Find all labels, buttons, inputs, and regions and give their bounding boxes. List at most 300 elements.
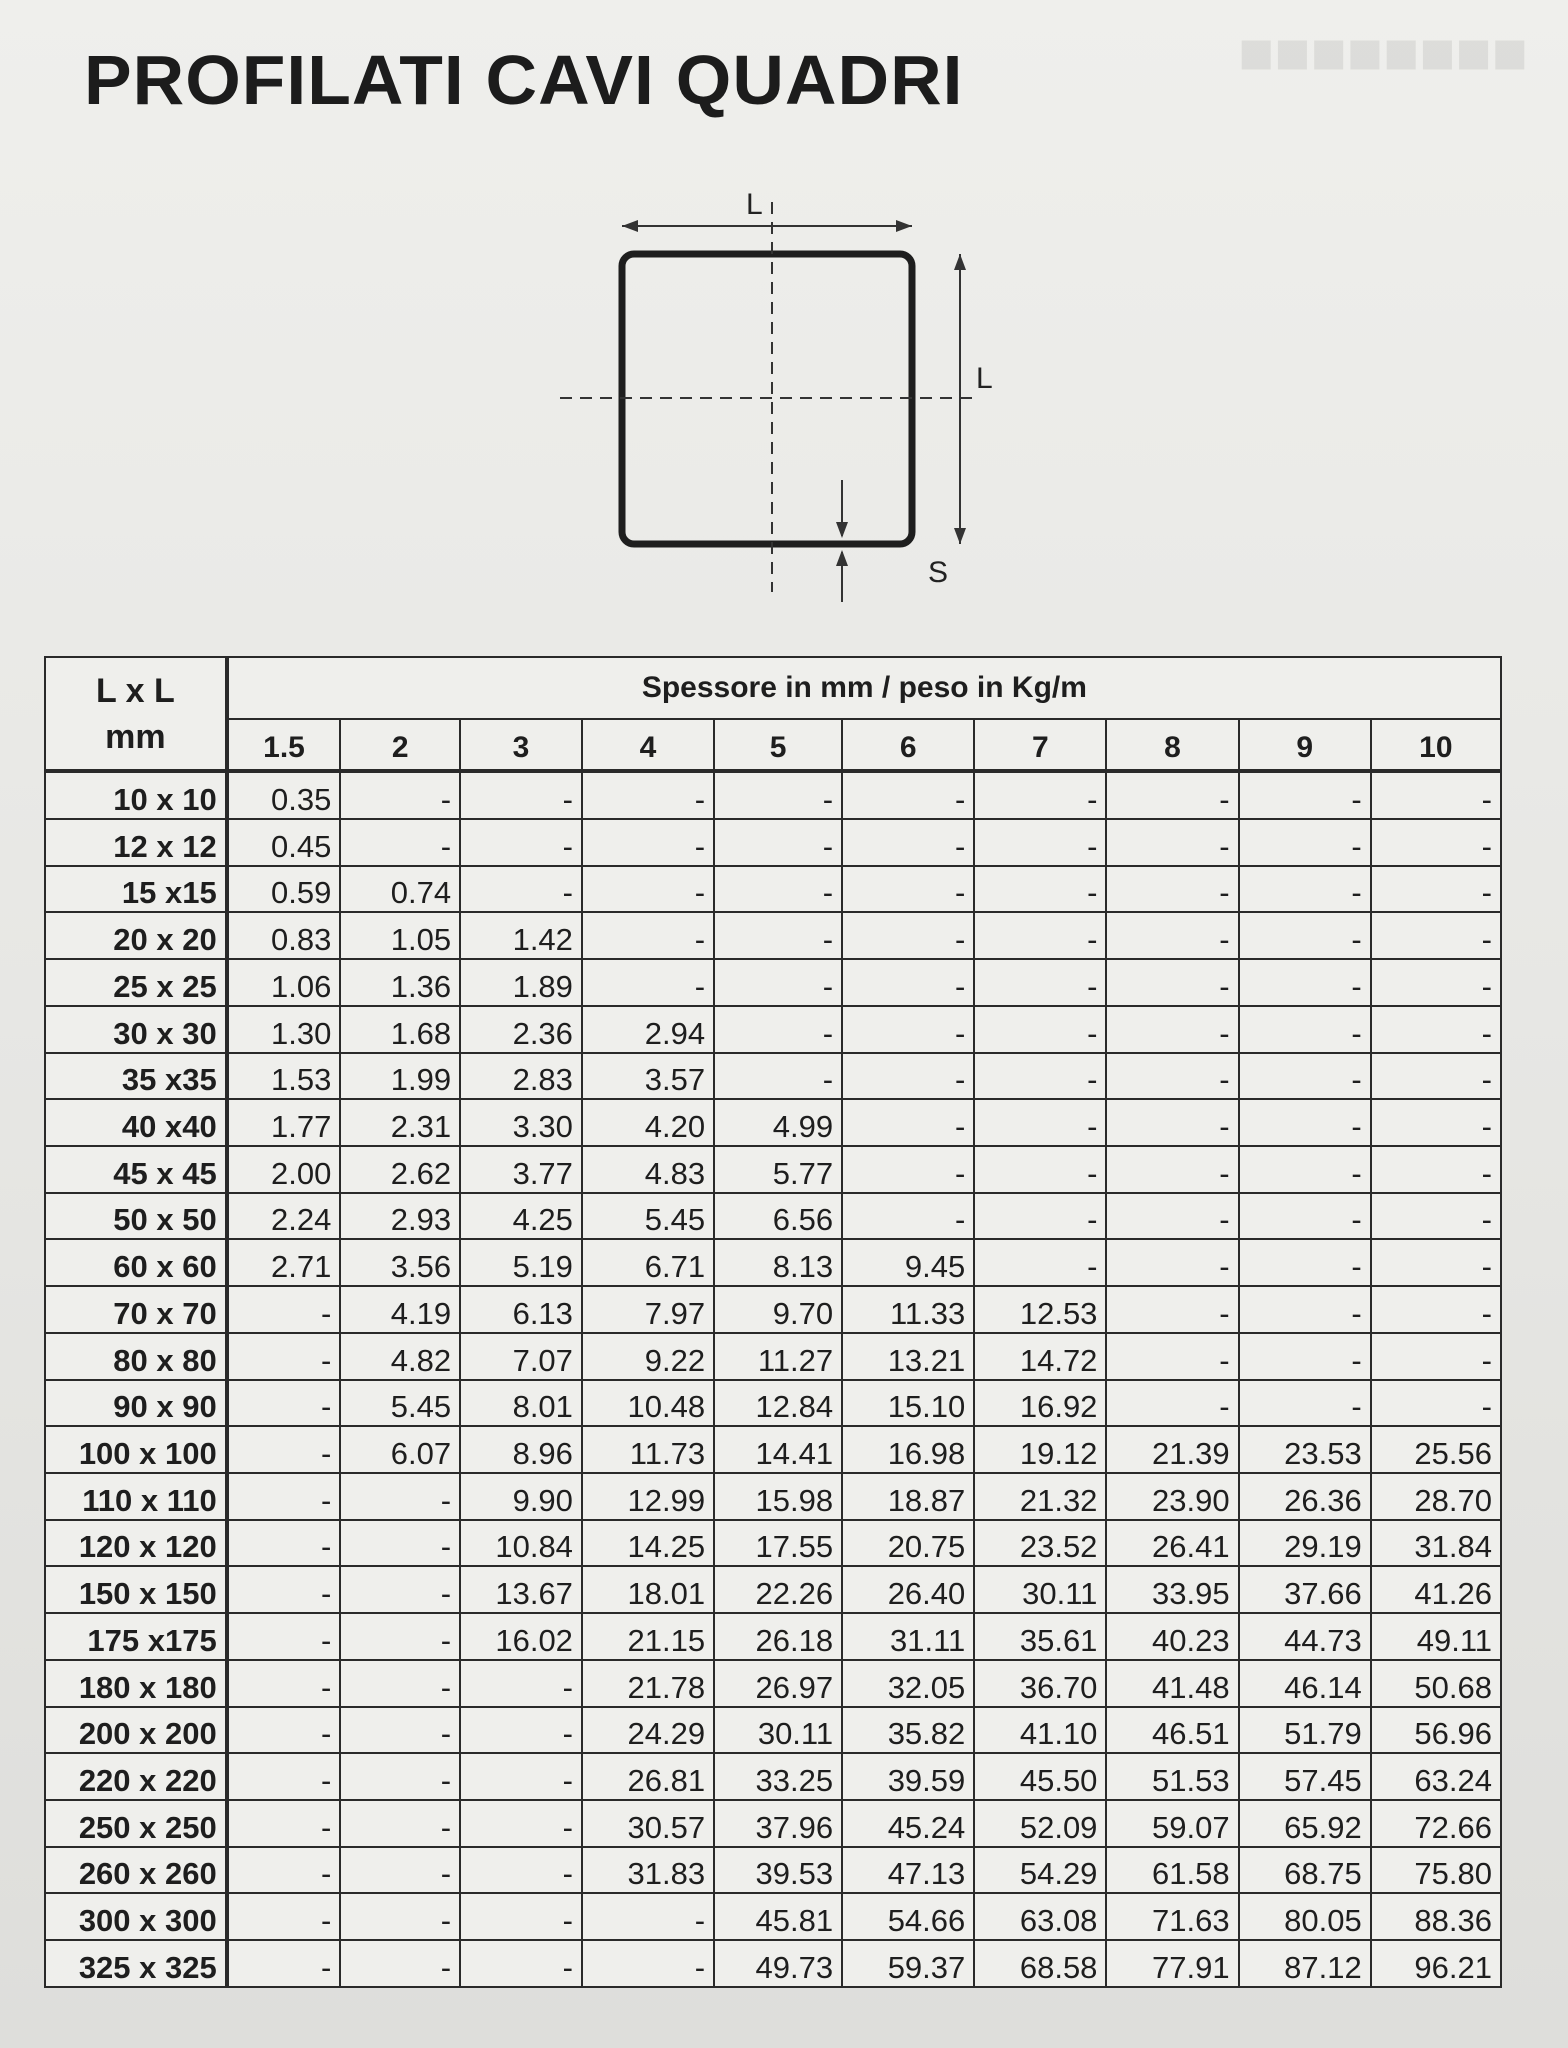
weight-cell: 19.12 [974,1426,1106,1473]
weight-cell: - [227,1473,341,1520]
weight-cell: 33.95 [1106,1566,1238,1613]
weight-cell: - [842,1146,974,1193]
weight-cell: - [974,1239,1106,1286]
weight-cell: - [227,1333,341,1380]
table-row [45,1660,1501,1707]
weight-cell: 31.84 [1371,1520,1501,1567]
weight-cell: 68.58 [974,1940,1106,1987]
weight-cell: 31.83 [582,1847,714,1894]
thickness-arrow-down-icon [836,522,848,538]
arrow-left-icon [622,220,638,232]
weight-cell: 77.91 [1106,1940,1238,1987]
weight-cell: 6.07 [340,1426,460,1473]
weight-cell: - [974,1099,1106,1146]
weight-cell: 2.00 [227,1146,341,1193]
weight-cell: - [1106,1193,1238,1240]
weight-cell: 14.25 [582,1520,714,1567]
weight-cell: 1.05 [340,912,460,959]
weight-cell: - [1239,819,1371,866]
weight-cell: 0.35 [227,771,341,819]
arrow-up-icon [954,254,966,270]
table-row [45,819,1501,866]
table-row [45,1239,1501,1286]
weight-cell: - [1106,912,1238,959]
weight-cell: 75.80 [1371,1847,1501,1894]
weight-cell: 26.41 [1106,1520,1238,1567]
weight-cell: 8.96 [460,1426,582,1473]
weight-cell: - [1239,1099,1371,1146]
weight-cell: 51.79 [1239,1707,1371,1754]
weight-cell: - [1239,866,1371,913]
weight-cell: - [460,866,582,913]
weight-cell: - [842,771,974,819]
weight-cell: 41.48 [1106,1660,1238,1707]
thickness-column-header: 3 [460,719,582,771]
weight-cell: - [714,1006,842,1053]
arrow-right-icon [896,220,912,232]
weight-cell: - [460,1753,582,1800]
weight-cell: 5.77 [714,1146,842,1193]
weight-cell: 50.68 [1371,1660,1501,1707]
weight-cell: - [1371,771,1501,819]
weight-cell: 57.45 [1239,1753,1371,1800]
row-dimension-label: 150 x 150 [45,1566,227,1613]
row-dimension-label: 12 x 12 [45,819,227,866]
weight-cell: - [714,1053,842,1100]
weight-cell: - [1371,1146,1501,1193]
table-row [45,1940,1501,1987]
weight-cell: - [1371,912,1501,959]
weight-cell: - [460,771,582,819]
weight-cell: 30.11 [974,1566,1106,1613]
weight-cell: - [460,1940,582,1987]
weight-cell: - [340,1847,460,1894]
weight-cell: - [842,959,974,1006]
table-body [45,771,1501,1987]
weight-cell: - [1106,1053,1238,1100]
table-row [45,1006,1501,1053]
weight-cell: 26.97 [714,1660,842,1707]
weight-cell: 26.81 [582,1753,714,1800]
weight-cell: - [1371,1333,1501,1380]
row-dimension-label: 20 x 20 [45,912,227,959]
weight-cell: 45.81 [714,1893,842,1940]
weight-cell: - [842,1006,974,1053]
weight-cell: 15.10 [842,1380,974,1427]
table-row [45,1566,1501,1613]
weight-cell: - [460,819,582,866]
weight-cell: - [1106,819,1238,866]
weight-cell: 2.83 [460,1053,582,1100]
row-dimension-label: 110 x 110 [45,1473,227,1520]
weight-cell: - [340,1613,460,1660]
weight-cell: 1.06 [227,959,341,1006]
weight-cell: 30.57 [582,1800,714,1847]
weight-cell: - [714,912,842,959]
section-diagram [540,190,1000,610]
weight-cell: 23.52 [974,1520,1106,1567]
weight-cell: - [974,866,1106,913]
weight-cell: - [227,1847,341,1894]
weight-cell: 37.96 [714,1800,842,1847]
weight-cell: - [460,1847,582,1894]
weight-cell: 2.93 [340,1193,460,1240]
weight-cell: - [1371,959,1501,1006]
weight-cell: 44.73 [1239,1613,1371,1660]
weight-cell: - [1371,1380,1501,1427]
row-dimension-label: 35 x35 [45,1053,227,1100]
row-dimension-label: 260 x 260 [45,1847,227,1894]
page-title: PROFILATI CAVI QUADRI [84,41,964,119]
row-dimension-label: 45 x 45 [45,1146,227,1193]
weight-cell: 37.66 [1239,1566,1371,1613]
weight-cell: 1.99 [340,1053,460,1100]
weight-cell: - [227,1893,341,1940]
weight-cell: 4.99 [714,1099,842,1146]
weight-cell: - [1106,1239,1238,1286]
table-row [45,1193,1501,1240]
weight-cell: - [227,1426,341,1473]
row-dimension-label: 325 x 325 [45,1940,227,1987]
weight-cell: - [1239,1286,1371,1333]
weight-cell: 47.13 [842,1847,974,1894]
weight-cell: 9.90 [460,1473,582,1520]
weight-cell: 23.90 [1106,1473,1238,1520]
corner-label-unit: mm [105,717,166,756]
weight-cell: - [340,1473,460,1520]
weight-cell: - [582,866,714,913]
weight-cell: 16.92 [974,1380,1106,1427]
table-row [45,1707,1501,1754]
weight-cell: - [340,1753,460,1800]
weight-cell: - [1239,1333,1371,1380]
weight-cell: 46.14 [1239,1660,1371,1707]
weight-cell: 22.26 [714,1566,842,1613]
thickness-column-header: 9 [1239,719,1371,771]
table-row [45,1380,1501,1427]
table-row [45,1753,1501,1800]
weight-cell: - [1239,1146,1371,1193]
weight-cell: 54.66 [842,1893,974,1940]
table-row [45,1893,1501,1940]
weight-cell: 49.73 [714,1940,842,1987]
thickness-columns-row [45,719,1501,771]
weight-cell: - [582,959,714,1006]
weight-cell: - [1371,1193,1501,1240]
weight-cell: 46.51 [1106,1707,1238,1754]
table-row [45,866,1501,913]
weight-cell: - [974,912,1106,959]
weight-cell: 18.01 [582,1566,714,1613]
row-dimension-label: 50 x 50 [45,1193,227,1240]
weight-cell: 26.36 [1239,1473,1371,1520]
row-dimension-label: 40 x40 [45,1099,227,1146]
weight-cell: 59.37 [842,1940,974,1987]
table-row [45,1473,1501,1520]
row-dimension-label: 15 x15 [45,866,227,913]
weight-cell: - [714,866,842,913]
weight-cell: 0.45 [227,819,341,866]
weight-cell: 6.13 [460,1286,582,1333]
weight-cell: 21.32 [974,1473,1106,1520]
weight-cell: - [340,819,460,866]
weight-cell: 96.21 [1371,1940,1501,1987]
weight-cell: 3.77 [460,1146,582,1193]
weight-cell: 33.25 [714,1753,842,1800]
weight-cell: 1.53 [227,1053,341,1100]
weight-cell: 5.45 [340,1380,460,1427]
weight-cell: 5.45 [582,1193,714,1240]
row-dimension-label: 10 x 10 [45,771,227,819]
weight-cell: 4.20 [582,1099,714,1146]
weight-cell: 8.13 [714,1239,842,1286]
table-row [45,1146,1501,1193]
weight-cell: 45.50 [974,1753,1106,1800]
weight-cell: 1.89 [460,959,582,1006]
thickness-column-header: 8 [1106,719,1238,771]
weight-cell: - [1106,1006,1238,1053]
weight-cell: 12.53 [974,1286,1106,1333]
weight-cell: - [227,1286,341,1333]
weight-cell: - [714,819,842,866]
arrow-down-icon [954,528,966,544]
weight-cell: - [227,1940,341,1987]
weight-cell: 32.05 [842,1660,974,1707]
weight-cell: 3.30 [460,1099,582,1146]
weight-cell: 4.25 [460,1193,582,1240]
weight-cell: 5.19 [460,1239,582,1286]
weight-cell: - [460,1893,582,1940]
weight-cell: 9.70 [714,1286,842,1333]
table-row [45,1520,1501,1567]
weight-cell: 9.22 [582,1333,714,1380]
weight-cell: - [340,1520,460,1567]
weight-cell: 2.94 [582,1006,714,1053]
weight-cell: 49.11 [1371,1613,1501,1660]
weight-cell: 13.21 [842,1333,974,1380]
weight-cell: - [1106,771,1238,819]
weight-cell: - [1106,1146,1238,1193]
weight-cell: 0.59 [227,866,341,913]
table-row [45,1099,1501,1146]
weight-cell: - [582,1893,714,1940]
table-row [45,1800,1501,1847]
weight-cell: 2.62 [340,1146,460,1193]
weight-cell: 15.98 [714,1473,842,1520]
weight-cell: 2.36 [460,1006,582,1053]
weight-cell: 21.15 [582,1613,714,1660]
weight-cell: 12.99 [582,1473,714,1520]
weight-cell: 11.73 [582,1426,714,1473]
weight-cell: 9.45 [842,1239,974,1286]
weight-cell: - [1239,912,1371,959]
weight-cell: - [340,1940,460,1987]
weight-cell: - [842,1099,974,1146]
weight-cell: - [340,1800,460,1847]
row-dimension-label: 120 x 120 [45,1520,227,1567]
weight-cell: - [1106,1099,1238,1146]
corner-label-size: L x L [96,671,175,710]
thickness-weight-header: Spessore in mm / peso in Kg/m [227,657,1501,719]
weight-cell: 41.26 [1371,1566,1501,1613]
weight-cell: - [227,1613,341,1660]
weight-cell: 36.70 [974,1660,1106,1707]
weight-cell: - [460,1660,582,1707]
thickness-column-header: 7 [974,719,1106,771]
weight-cell: 26.40 [842,1566,974,1613]
weight-cell: 8.01 [460,1380,582,1427]
weight-cell: - [227,1380,341,1427]
weight-cell: - [1239,1006,1371,1053]
weight-cell: - [227,1707,341,1754]
table-row [45,1286,1501,1333]
weight-cell: - [582,912,714,959]
weight-cell: 13.67 [460,1566,582,1613]
weight-cell: 31.11 [842,1613,974,1660]
weight-cell: 20.75 [842,1520,974,1567]
weight-cell: 21.39 [1106,1426,1238,1473]
weight-cell: - [1239,1380,1371,1427]
table-row [45,1847,1501,1894]
row-dimension-label: 100 x 100 [45,1426,227,1473]
thickness-column-header: 5 [714,719,842,771]
weight-cell: - [1239,1193,1371,1240]
weight-cell: 30.11 [714,1707,842,1754]
weight-cell: 18.87 [842,1473,974,1520]
weight-cell: 3.57 [582,1053,714,1100]
thickness-column-header: 6 [842,719,974,771]
weight-cell: - [227,1660,341,1707]
row-dimension-label: 200 x 200 [45,1707,227,1754]
weight-cell: 17.55 [714,1520,842,1567]
weight-cell: 11.33 [842,1286,974,1333]
weight-cell: 1.36 [340,959,460,1006]
dimension-column-header [45,657,227,771]
weight-cell: 45.24 [842,1800,974,1847]
weight-cell: - [1371,1239,1501,1286]
weight-cell: - [1371,866,1501,913]
weight-cell: - [1106,866,1238,913]
row-dimension-label: 90 x 90 [45,1380,227,1427]
label-l-top: L [746,190,763,221]
weight-cell: 29.19 [1239,1520,1371,1567]
weight-cell: 4.82 [340,1333,460,1380]
row-dimension-label: 175 x175 [45,1613,227,1660]
weight-cell: 2.24 [227,1193,341,1240]
table-row [45,1333,1501,1380]
weight-table [44,656,1502,1988]
weight-cell: - [460,1800,582,1847]
weight-cell: 16.98 [842,1426,974,1473]
weight-cell: 0.74 [340,866,460,913]
weight-cell: 28.70 [1371,1473,1501,1520]
weight-cell: - [1371,1006,1501,1053]
weight-cell: - [1371,1099,1501,1146]
row-dimension-label: 70 x 70 [45,1286,227,1333]
weight-cell: 72.66 [1371,1800,1501,1847]
weight-cell: 56.96 [1371,1707,1501,1754]
thickness-column-header: 1.5 [227,719,341,771]
weight-cell: - [340,1707,460,1754]
weight-cell: - [340,771,460,819]
weight-cell: 35.82 [842,1707,974,1754]
weight-cell: - [340,1660,460,1707]
weight-cell: 59.07 [1106,1800,1238,1847]
weight-cell: 71.63 [1106,1893,1238,1940]
row-dimension-label: 300 x 300 [45,1893,227,1940]
weight-cell: - [1371,819,1501,866]
weight-cell: - [1239,1239,1371,1286]
weight-cell: - [842,819,974,866]
weight-cell: - [460,1707,582,1754]
weight-cell: - [842,912,974,959]
weight-cell: - [1239,771,1371,819]
weight-cell: - [1106,1380,1238,1427]
weight-cell: - [974,1146,1106,1193]
weight-cell: - [582,771,714,819]
weight-cell: - [1106,959,1238,1006]
weight-cell: - [1106,1286,1238,1333]
weight-cell: 11.27 [714,1333,842,1380]
weight-cell: - [714,959,842,1006]
weight-cell: 14.41 [714,1426,842,1473]
weight-cell: 88.36 [1371,1893,1501,1940]
thickness-column-header: 2 [340,719,460,771]
weight-cell: 4.19 [340,1286,460,1333]
thickness-column-header: 4 [582,719,714,771]
weight-cell: 1.68 [340,1006,460,1053]
weight-cell: - [974,1006,1106,1053]
table-row [45,959,1501,1006]
weight-cell: 6.56 [714,1193,842,1240]
weight-cell: - [842,1193,974,1240]
weight-cell: 25.56 [1371,1426,1501,1473]
weight-cell: 7.07 [460,1333,582,1380]
weight-cell: - [842,1053,974,1100]
table-row [45,1613,1501,1660]
weight-cell: 87.12 [1239,1940,1371,1987]
weight-cell: - [582,819,714,866]
thickness-column-header: 10 [1371,719,1501,771]
row-dimension-label: 220 x 220 [45,1753,227,1800]
row-dimension-label: 25 x 25 [45,959,227,1006]
bleed-through-heading: ■■■■■■■■ [1238,19,1528,86]
weight-cell: 16.02 [460,1613,582,1660]
weight-cell: - [582,1940,714,1987]
weight-cell: 10.48 [582,1380,714,1427]
weight-cell: 23.53 [1239,1426,1371,1473]
weight-cell: - [1371,1286,1501,1333]
weight-cell: 40.23 [1106,1613,1238,1660]
weight-cell: 26.18 [714,1613,842,1660]
label-l-side: L [976,362,993,395]
weight-cell: - [1239,1053,1371,1100]
thickness-arrow-up-icon [836,550,848,566]
weight-cell: 2.31 [340,1099,460,1146]
weight-cell: - [227,1800,341,1847]
weight-cell: - [227,1566,341,1613]
row-dimension-label: 180 x 180 [45,1660,227,1707]
weight-cell: 10.84 [460,1520,582,1567]
weight-cell: 35.61 [974,1613,1106,1660]
weight-cell: 68.75 [1239,1847,1371,1894]
weight-cell: - [1239,959,1371,1006]
weight-cell: - [974,959,1106,1006]
weight-cell: - [340,1893,460,1940]
table-row [45,771,1501,819]
row-dimension-label: 80 x 80 [45,1333,227,1380]
label-s: S [928,556,949,589]
